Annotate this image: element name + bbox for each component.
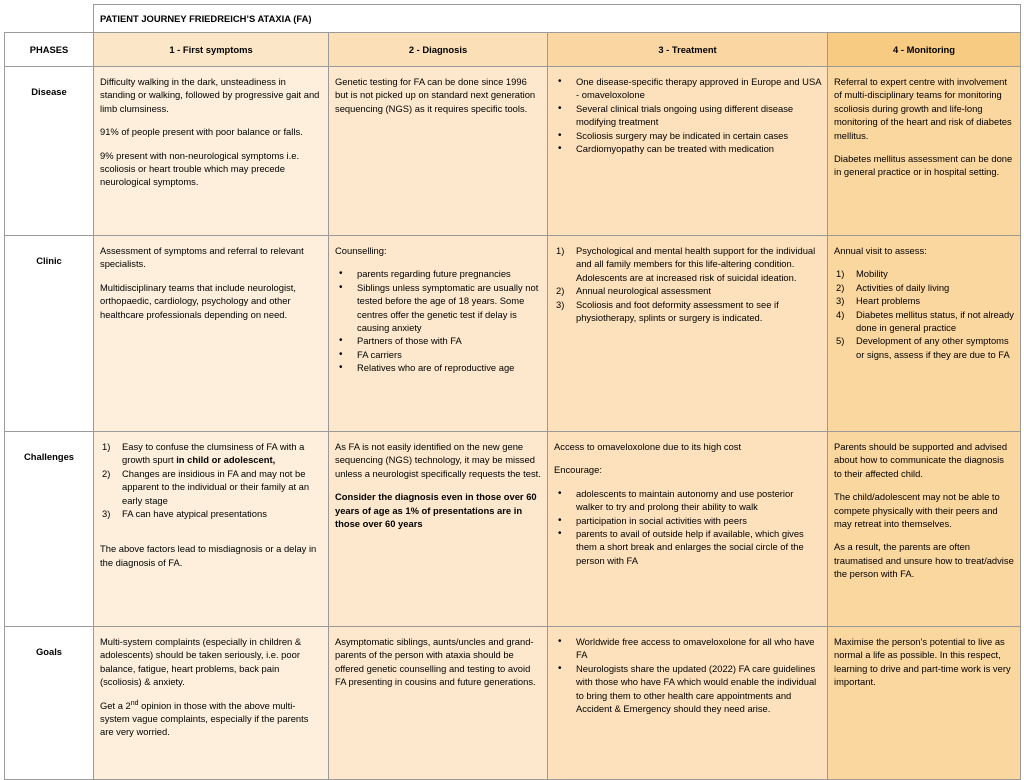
clinic-c1-p1: Assessment of symptoms and referral to relevant specialists. (100, 245, 304, 270)
list-item (836, 267, 1014, 280)
challenges-c4-p2: The child/adolescent may not be able to compete physically with their peers and may retreat into themselves. (834, 491, 1000, 530)
list-item (836, 281, 1014, 294)
disease-diagnosis (329, 67, 548, 236)
list-item: • FA carriers (357, 348, 541, 361)
clinic-first-symptoms (94, 236, 329, 432)
phase-header-1: 1 - First symptoms (94, 33, 329, 67)
goals-c1-p1: Multi-system complaints (especially in children & adolescents) should be taken seriously, i.e. poor balance, fatigue, heart problems, back pain (scoliosis) & anxiety. (100, 636, 302, 688)
list-item: • One disease-specific therapy approved in Europe and USA - omaveloxolone (576, 75, 821, 102)
row-label-goals: Goals (5, 627, 94, 780)
list-item: • Siblings unless symptomatic are usually not tested before the age of 18 years. Some centres offer the genetic test if delay is causing anxiety (357, 281, 541, 335)
goals-diagnosis (329, 627, 548, 780)
challenges-c3-intro: Access to omaveloxolone due to its high cost (554, 441, 742, 452)
list-item: • Worldwide free access to omaveloxolone for all who have FA (576, 635, 821, 662)
disease-treatment (548, 67, 828, 236)
list-text: Mobility (856, 268, 888, 280)
disease-c1-p3: 9% present with non-neurological symptoms i.e. scoliosis or heart trouble which may precede neurological symptoms. (100, 149, 300, 188)
list-text: Annual neurological assessment (576, 285, 711, 297)
list-number: 3) (556, 298, 565, 310)
clinic-monitoring (828, 236, 1021, 432)
list-text: Activities of daily living (856, 281, 950, 293)
clinic-treatment (548, 236, 828, 432)
list-text: Heart problems (856, 295, 921, 307)
list-item: • Relatives who are of reproductive age (357, 361, 541, 374)
list-item (556, 244, 821, 284)
clinic-c1-p2: Multidisciplinary teams that include neurologist, orthopaedic, cardiology, psychology and other healthcare professionals depending on need. (100, 281, 296, 320)
list-number: 4) (836, 308, 845, 320)
list-text: Scoliosis and foot deformity assessment to see if physiotherapy, splints or surgery is indicated. (576, 298, 779, 324)
disease-c1-p1: Difficulty walking in the dark, unsteadiness in standing or walking, followed by progressive gait and limb clumsiness. (100, 76, 320, 114)
challenges-c3-encourage: Encourage: (554, 464, 602, 476)
list-number: 1) (556, 245, 565, 256)
disease-first-symptoms (94, 67, 329, 236)
row-label-challenges: Challenges (5, 432, 94, 627)
list-text: Psychological and mental health support for the individual and all family members for this life-altering condition. Adolescents are at increased risk of suicidal ideation. (576, 245, 816, 283)
goals-treatment (548, 627, 828, 780)
list-number: 5) (836, 335, 845, 347)
clinic-diagnosis (329, 236, 548, 432)
disease-c4-p1: Referral to expert centre with involvement of multi-disciplinary teams for monitoring scoliosis during growth and life-long monitoring of the heart and risk of diabetes mellitus. (834, 76, 1012, 141)
list-item: • Partners of those with FA (357, 334, 541, 347)
goals-monitoring (828, 627, 1021, 780)
list-text-bold: in child or adolescent, (176, 454, 276, 466)
clinic-c4-intro: Annual visit to assess: (834, 245, 927, 256)
list-item (102, 440, 322, 467)
phase-header-3: 3 - Treatment (548, 33, 828, 67)
list-number: 1) (836, 268, 845, 280)
title-spacer (5, 5, 94, 33)
disease-c2-p1: Genetic testing for FA can be done since 1996 but is not picked up on standard next generation sequencing (NGS) as it requires specific tools. (335, 76, 536, 114)
list-item: • parents to avail of outside help if available, which gives them a short break and enlarges the social circle of the person with FA (576, 527, 821, 567)
list-number: 2) (556, 285, 565, 297)
goals-c4-p1: Maximise the person’s potential to live as normal a life as possible. In this respect, learning to drive and part-time work is very important. (834, 636, 1011, 688)
list-item: • Neurologists share the updated (2022) FA care guidelines with those who have FA which would enable the individual to bring them to other health care appointments and Accident & Emergency should they need arise. (576, 662, 821, 716)
challenges-c2-bold: Consider the diagnosis even in those over 60 years of age as 1% of presentations are in those over 60 years (335, 491, 537, 530)
phase-header-4: 4 - Monitoring (828, 33, 1021, 67)
challenges-first-symptoms (94, 432, 329, 627)
challenges-c4-p3: As a result, the parents are often traumatised and unsure how to treat/advise the person with FA. (834, 541, 1014, 580)
list-number: 2) (102, 467, 111, 479)
list-item: • Cardiomyopathy can be treated with medication (576, 142, 821, 155)
list-item (836, 308, 1014, 335)
goals-c1-p2 (100, 699, 322, 739)
list-item (836, 294, 1014, 307)
challenges-c4-p1: Parents should be supported and advised about how to communicate the diagnosis to their affected child. (834, 441, 1008, 479)
list-item: • participation in social activities with peers (576, 514, 821, 527)
list-item: • adolescents to maintain autonomy and use posterior walker to try and prolong their ability to walk (576, 487, 821, 514)
list-text: Diabetes mellitus status, if not already done in general practice (856, 308, 1014, 334)
list-number: 3) (102, 508, 111, 520)
row-label-disease: Disease (5, 67, 94, 236)
goals-c1-p2-pre: Get a 2 (100, 699, 131, 711)
disease-c1-p2: 91% of people present with poor balance or falls. (100, 126, 303, 138)
list-number: 2) (836, 281, 845, 293)
list-text: FA can have atypical presentations (122, 508, 267, 520)
challenges-monitoring (828, 432, 1021, 627)
phases-label: PHASES (5, 33, 94, 67)
list-text: Easy to confuse the clumsiness of FA with a growth spurt (122, 441, 305, 466)
disease-monitoring (828, 67, 1021, 236)
phase-header-2: 2 - Diagnosis (329, 33, 548, 67)
list-item: • parents regarding future pregnancies (357, 267, 541, 280)
list-item (556, 298, 821, 325)
list-item: • Scoliosis surgery may be indicated in certain cases (576, 129, 821, 142)
goals-first-symptoms (94, 627, 329, 780)
disease-c4-p2: Diabetes mellitus assessment can be done in general practice or in hospital setting. (834, 153, 1013, 178)
list-item (102, 507, 322, 520)
goals-c1-p2-sup: nd (130, 699, 139, 707)
challenges-c2-p1: As FA is not easily identified on the new gene sequencing (NGS) technology, it may be missed unless a neurologist specifically requests the test. (335, 441, 541, 479)
list-item (556, 284, 821, 297)
goals-c1-p2-post: opinion in those with the above multi-system vague complaints, especially if the parents are very worried. (100, 699, 309, 738)
row-label-clinic: Clinic (5, 236, 94, 432)
challenges-diagnosis (329, 432, 548, 627)
challenges-c1-after: The above factors lead to misdiagnosis or a delay in the diagnosis of FA. (100, 543, 317, 568)
list-item (836, 334, 1014, 361)
list-item: • Several clinical trials ongoing using different disease modifying treatment (576, 102, 821, 129)
patient-journey-table (4, 4, 1021, 780)
list-text: Changes are insidious in FA and may not be apparent to the individual or their family at an early stage (122, 467, 310, 506)
list-number: 3) (836, 295, 845, 307)
challenges-treatment (548, 432, 828, 627)
list-text: Development of any other symptoms or signs, assess if they are due to FA (856, 335, 1010, 360)
list-number: 1) (102, 441, 111, 452)
page-title: PATIENT JOURNEY FRIEDREICH’S ATAXIA (FA) (94, 5, 1021, 33)
goals-c2-p1: Asymptomatic siblings, aunts/uncles and grand-parents of the person with ataxia should be offered genetic counselling and testing to avoid FA presenting in cousins and future generations. (335, 636, 536, 688)
list-item (102, 467, 322, 507)
clinic-c2-intro: Counselling: (335, 245, 387, 256)
